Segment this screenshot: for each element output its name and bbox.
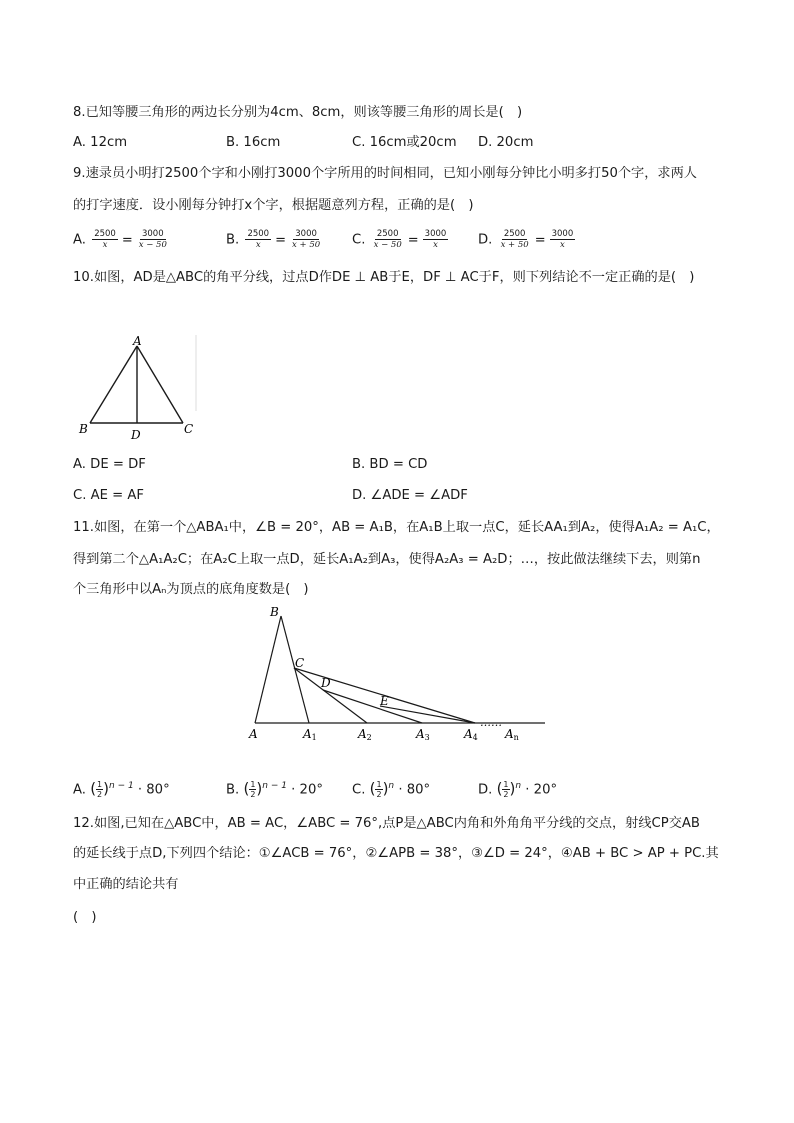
fraction: $\frac{3000}{x - 50}$ (138, 229, 167, 250)
q8-option-b: B. 16cm (226, 135, 281, 150)
fraction: $\frac{2500}{x}$ (94, 229, 116, 250)
label-b: B (79, 422, 88, 436)
q11-option-b: B. ( $\frac{1}{2}$ )$^{n - 1}$ · 20° (226, 779, 323, 799)
q8-option-d: D. 20cm (478, 135, 534, 150)
label-dots: …… (480, 716, 502, 729)
q10-option-c: C. AE = AF (73, 488, 144, 503)
q11-triangle-sequence-figure (240, 600, 550, 745)
q11-stem-line1: 11.如图，在第一个△ABA₁中，∠B = 20°，AB = A₁B，在A₁B上取一点C，延长AA₁到A₂，使得A₁A₂ = A₁C， (73, 520, 720, 535)
q12-stem-line2: 的延长线于点D,下列四个结论：①∠ACB = 76°，②∠APB = 38°，③∠D = 24°，④AB + BC > AP + PC.其 (73, 846, 719, 861)
q10-option-b: B. BD = CD (352, 457, 428, 472)
label-b: B (270, 605, 279, 619)
q8-option-a: A. 12cm (73, 135, 128, 150)
q9-option-c: C. $\frac{2500}{x - 50}$ = $\frac{3000}{x}$ (352, 229, 447, 250)
q12-stem-line1: 12.如图,已知在△ABC中，AB = AC，∠ABC = 76°,点P是△ABC内角和外角角平分线的交点，射线CP交AB (73, 816, 700, 831)
q11-option-c: C. ( $\frac{1}{2}$ )$^n$ · 80° (352, 779, 431, 799)
fraction: $\frac{3000}{x + 50}$ (292, 229, 321, 250)
q9-stem-line1: 9.速录员小明打2500个字和小刚打3000个字所用的时间相同，已知小刚每分钟比小明多打50个字，求两人 (73, 166, 697, 181)
label-a4: A4 (464, 727, 478, 742)
q10-triangle-figure (76, 333, 201, 443)
label-a1: A1 (303, 727, 317, 742)
q8-stem: 8.已知等腰三角形的两边长分别为4cm、8cm，则该等腰三角形的周长是( ) (73, 105, 523, 120)
label-c: C (295, 656, 305, 670)
q9-option-d: D. $\frac{2500}{x + 50}$ = $\frac{3000}{x}$ (478, 229, 574, 250)
fraction: $\frac{1}{2}$ (250, 779, 256, 799)
fraction: $\frac{3000}{x}$ (424, 229, 447, 250)
label-a: A (249, 727, 258, 741)
q10-stem: 10.如图，AD是△ABC的角平分线，过点D作DE ⊥ AB于E，DF ⊥ AC于F，则下列结论不一定正确的是( ) (73, 270, 695, 285)
q11-option-a: A. ( $\frac{1}{2}$ )$^{n - 1}$ · 80° (73, 779, 170, 799)
label-d: D (321, 676, 331, 690)
q11-option-d: D. ( $\frac{1}{2}$ )$^n$ · 20° (478, 779, 558, 799)
fraction: $\frac{1}{2}$ (97, 779, 103, 799)
q12-stem-line4: ( ) (73, 910, 97, 925)
fraction: $\frac{1}{2}$ (376, 779, 382, 799)
label-an: An (505, 727, 519, 742)
fraction: $\frac{2500}{x}$ (247, 229, 270, 250)
label-d: D (131, 428, 141, 442)
label-a3: A3 (416, 727, 430, 742)
label-a2: A2 (358, 727, 372, 742)
fraction: $\frac{3000}{x}$ (551, 229, 574, 250)
q9-option-a: A. $\frac{2500}{x}$ = $\frac{3000}{x - 50}$ (73, 229, 167, 250)
q11-stem-line3: 个三角形中以Aₙ为顶点的底角度数是( ) (73, 582, 309, 597)
q9-stem-line2: 的打字速度．设小刚每分钟打x个字，根据题意列方程，正确的是( ) (73, 198, 474, 213)
label-c: C (184, 422, 194, 436)
label-a: A (133, 334, 142, 348)
q11-stem-line2: 得到第二个△A₁A₂C；在A₂C上取一点D，延长A₁A₂到A₃，使得A₂A₃ = A₂D；…，按此做法继续下去，则第n (73, 552, 701, 567)
label-e: E (380, 694, 389, 708)
q12-stem-line3: 中正确的结论共有 (73, 877, 179, 892)
q9-option-b: B. $\frac{2500}{x}$ = $\frac{3000}{x + 50}$ (226, 229, 321, 250)
fraction: $\frac{1}{2}$ (503, 779, 509, 799)
q10-option-a: A. DE = DF (73, 457, 146, 472)
fraction: $\frac{2500}{x - 50}$ (373, 229, 402, 250)
fraction: $\frac{2500}{x + 50}$ (500, 229, 529, 250)
q8-option-c: C. 16cm或20cm (352, 135, 457, 150)
q10-option-d: D. ∠ADE = ∠ADF (352, 488, 468, 503)
